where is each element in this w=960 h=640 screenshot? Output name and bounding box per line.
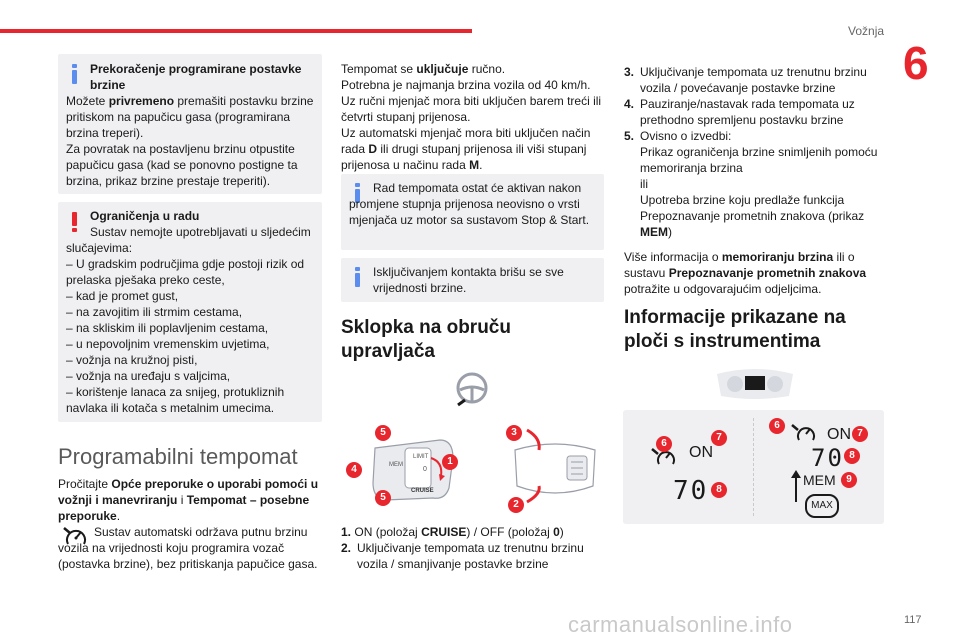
callout-9: 9 xyxy=(841,472,857,488)
speed-readout: 70 xyxy=(811,444,844,472)
callout-6: 6 xyxy=(769,418,785,434)
steering-wheel-icon xyxy=(452,370,492,410)
callout-3: 3 xyxy=(506,425,522,441)
header-accent-bar xyxy=(0,29,472,33)
list-item: – vožnja na kružnoj pisti, xyxy=(66,353,198,367)
callout-7: 7 xyxy=(852,426,868,442)
instrument-panel-icon xyxy=(713,366,797,400)
list-item: – u nepovoljnim vremenskim uvjetima, xyxy=(66,337,270,351)
more-info-paragraph: Više informacija o memoriranju brzina ili o sustavu Prepoznavanje prometnih znakova potražite u odgovarajućim odjeljcima. xyxy=(624,250,867,296)
box-paragraph: Možete privremeno premašiti postavku brzine pritiskom na papučicu gasa (programirana brzina treperi). xyxy=(66,94,314,140)
info-icon xyxy=(72,64,77,84)
callout-4: 4 xyxy=(346,462,362,478)
info-text: Isključivanjem kontakta brišu se sve vrijednosti brzine. xyxy=(373,265,564,295)
read-also-paragraph: Pročitajte Opće preporuke o uporabi pomoći u vožnji i manevriranju i Tempomat – posebne preporuke. xyxy=(58,477,319,523)
cruise-control-icon xyxy=(791,422,819,446)
list-item: 3. Uključivanje tempomata uz trenutnu brzinu vozila / povećavanje postavke brzine xyxy=(624,65,867,95)
cruise-label: CRUISE xyxy=(411,488,434,494)
list-item: – korištenje lanaca za snijeg, protukliznih navlaka ili kotača s metalnim umecima. xyxy=(66,385,285,415)
activation-text: Tempomat se uključuje ručno. Potrebna je najmanja brzina vozila od 40 km/h. Uz ručni mjenjač mora biti uključen barem treći ili četvrti stupanj prijenosa. Uz automatski mjenjač mora biti uključen način rada D ili drugi stupanj prijenosa ili viši stupanj prijenosa u načinu rada M. xyxy=(341,62,602,172)
info-text: Rad tempomata ostat će aktivan nakon promjene stupnja prijenosa neovisno o vrsti mjenjača uz motor sa sustavom Stop & Start. xyxy=(349,181,590,227)
callout-8: 8 xyxy=(844,448,860,464)
callout-2: 2 xyxy=(508,497,524,513)
callout-8: 8 xyxy=(711,482,727,498)
box-paragraph: Za povratak na postavljenu brzinu otpustite papučicu gasa (kad se ponovno postigne ta brzina, prikaz brzine prestaje treperiti). xyxy=(66,142,298,188)
box-title: Ograničenja u radu xyxy=(90,209,200,223)
limitations-list xyxy=(66,256,316,416)
callout-7: 7 xyxy=(711,430,727,446)
switch-legend xyxy=(341,524,605,572)
chapter-number: 6 xyxy=(903,37,929,89)
limit-label: LIMIT xyxy=(413,454,429,460)
list-item: 2. Uključivanje tempomata uz trenutnu brzinu vozila / smanjivanje postavke brzine xyxy=(341,541,584,571)
on-status-text: ON xyxy=(827,426,851,443)
list-item: 4. Pauziranje/nastavak rada tempomata uz prethodno spremljenu postavku brzine xyxy=(624,97,855,127)
heading-programmable-cruise: Programabilni tempomat xyxy=(58,444,298,469)
callout-6: 6 xyxy=(656,436,672,452)
heading-instrument-panel: Informacije prikazane na ploči s instrumentima xyxy=(624,307,846,352)
switch-legend-continued xyxy=(624,64,886,240)
page-number: 117 xyxy=(904,614,922,626)
mem-label: MEM xyxy=(803,472,836,488)
box-intro: Sustav nemojte upotrebljavati u sljedećim slučajevima: xyxy=(66,225,311,255)
callout-5: 5 xyxy=(375,425,391,441)
warning-box-limitations xyxy=(58,202,322,422)
info-box-ignition xyxy=(341,258,604,302)
speed-readout: 70 xyxy=(673,476,709,506)
section-title: Vožnja xyxy=(848,24,885,38)
watermark: carmanualsonline.info xyxy=(568,612,793,637)
zero-label: 0 xyxy=(423,466,427,473)
cruise-description: Sustav automatski održava putnu brzinu vozila na vrijednosti koju programira vozač (postavka brzine), bez pritiskanja papučice gasa. xyxy=(58,525,318,571)
list-item: – na zavojitim ili strmim cestama, xyxy=(66,305,243,319)
info-box-gear-change xyxy=(341,174,604,250)
info-box-overspeed xyxy=(58,54,322,194)
list-item: – vožnja na uređaju s valjcima, xyxy=(66,369,231,383)
heading-steering-switch: Sklopka na obruču upravljača xyxy=(341,317,511,362)
max-badge: MAX xyxy=(805,494,839,518)
box-title: Prekoračenje programirane postavke brzine xyxy=(90,62,302,92)
callout-1: 1 xyxy=(442,454,458,470)
callout-5: 5 xyxy=(375,490,391,506)
list-item: – U gradskim područjima gdje postoji rizik od prelaska pješaka preko ceste, xyxy=(66,257,305,287)
instrument-display-illustration xyxy=(623,410,884,524)
list-item: 5. Ovisno o izvedbi: Prikaz ograničenja brzine snimljenih pomoću memoriranja brzina ili Upotreba brzine koju predlaže funkcija Prepoznavanje prometnih znakova (prikaz MEM) xyxy=(624,129,878,239)
list-item: – kad je promet gust, xyxy=(66,289,179,303)
on-status-text: ON xyxy=(689,444,713,461)
list-item: 1. ON (položaj CRUISE) / OFF (položaj 0) xyxy=(341,525,564,539)
divider xyxy=(753,418,754,516)
list-item: – na skliskim ili poplavljenim cestama, xyxy=(66,321,269,335)
mem-label: MEM xyxy=(389,462,403,468)
info-icon xyxy=(355,267,360,287)
mem-arrow-icon xyxy=(789,470,803,504)
